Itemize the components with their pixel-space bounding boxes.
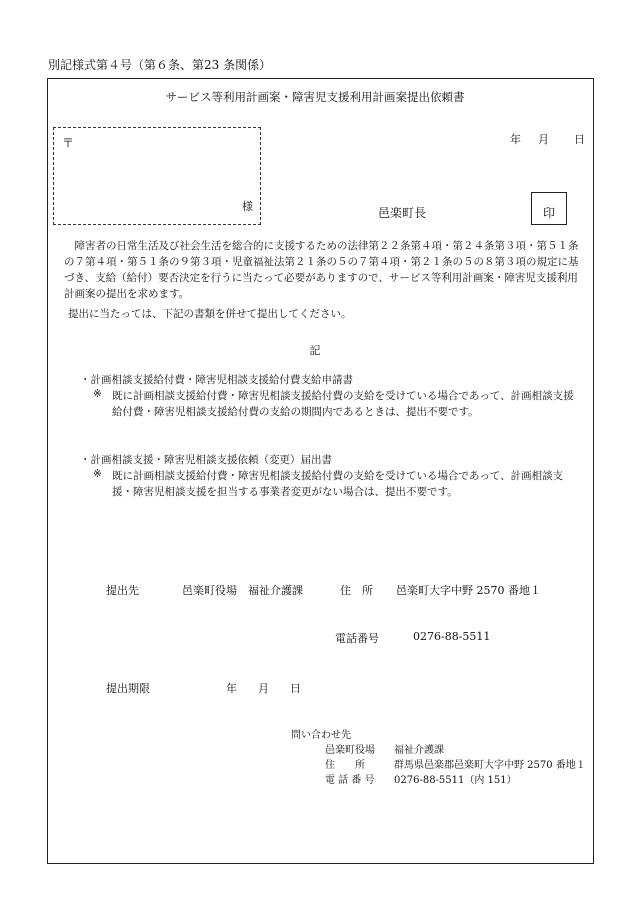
- item-title: ・計画相談支援・障害児相談支援依頼（変更）届出書: [80, 454, 332, 466]
- recipient-address-box: [53, 127, 261, 225]
- request-body-paragraph: 障害者の日常生活及び社会生活を総合的に支援するための法律第２２条第４項・第２４条第３項・第５１条の７第４項・第５１条の９第３項・児童福祉法第２１条の５の７第４項・第２１条の５の８第３項の規定に基づき、支給（給付）要否決定を行うに当たって必要がありますので、サービス等利用計画案・障害児支援利用計画案の提出を求めます。: [64, 240, 579, 300]
- seal-box: [531, 192, 567, 225]
- document-title: サービス等利用計画案・障害児支援利用計画案提出依頼書: [165, 90, 465, 104]
- note-mark: ※: [93, 388, 102, 400]
- seal-mark: 印: [542, 206, 555, 220]
- inquiry-heading: 問い合わせ先: [291, 730, 351, 741]
- recipient-honorific: 様: [242, 200, 253, 213]
- submission-tel-label: 電話番号: [335, 632, 379, 645]
- deadline-year-label: 年: [226, 682, 237, 695]
- item-title: ・計画相談支援給付費・障害児相談支援給付費支給申請書: [80, 374, 353, 386]
- form-number-label: 別記様式第４号（第６条、第23 条関係）: [48, 58, 272, 72]
- submission-dest-label: 提出先: [106, 584, 139, 597]
- ki-heading: 記: [309, 344, 321, 357]
- inquiry-tel-label: 電 話 番 号: [325, 775, 375, 786]
- date-month-label: 月: [538, 133, 549, 146]
- deadline-month-label: 月: [258, 682, 269, 695]
- item-note: 既に計画相談支援給付費・障害児相談支援給付費の支給を受けている場合であって、計画相談支援・障害児相談支援を担当する事業者変更がない場合は、提出不要です。: [112, 470, 564, 498]
- submission-dest-value: 邑楽町役場 福祉介護課: [182, 584, 303, 597]
- submission-address-value: 邑楽町大字中野 2570 番地１: [396, 584, 541, 597]
- deadline-day-label: 日: [290, 682, 301, 695]
- deadline-label: 提出期限: [106, 682, 150, 695]
- submission-address-label: 住 所: [340, 584, 373, 597]
- note-mark: ※: [93, 468, 102, 480]
- date-day-label: 日: [574, 133, 585, 146]
- issuer-name: 邑楽町長: [378, 206, 427, 220]
- submission-tel-value: 0276-88-5511: [413, 630, 491, 643]
- inquiry-address-value: 群馬県邑楽郡邑楽町大字中野 2570 番地１: [394, 760, 586, 771]
- postal-mark: 〒: [62, 136, 75, 150]
- inquiry-address-label: 住 所: [325, 760, 365, 771]
- inquiry-org: 邑楽町役場: [325, 745, 375, 756]
- inquiry-dept: 福祉介護課: [394, 745, 444, 756]
- item-note: 既に計画相談支援給付費・障害児相談支援給付費の支給を受けている場合であって、計画相談支援給付費・障害児相談支援給付費の支給の期間内であるときは、提出不要です。: [112, 390, 574, 418]
- date-year-label: 年: [510, 133, 521, 146]
- request-instruction: 提出に当たっては、下記の書類を併せて提出してください。: [68, 308, 352, 320]
- inquiry-tel-value: 0276-88-5511（内 151）: [394, 775, 517, 786]
